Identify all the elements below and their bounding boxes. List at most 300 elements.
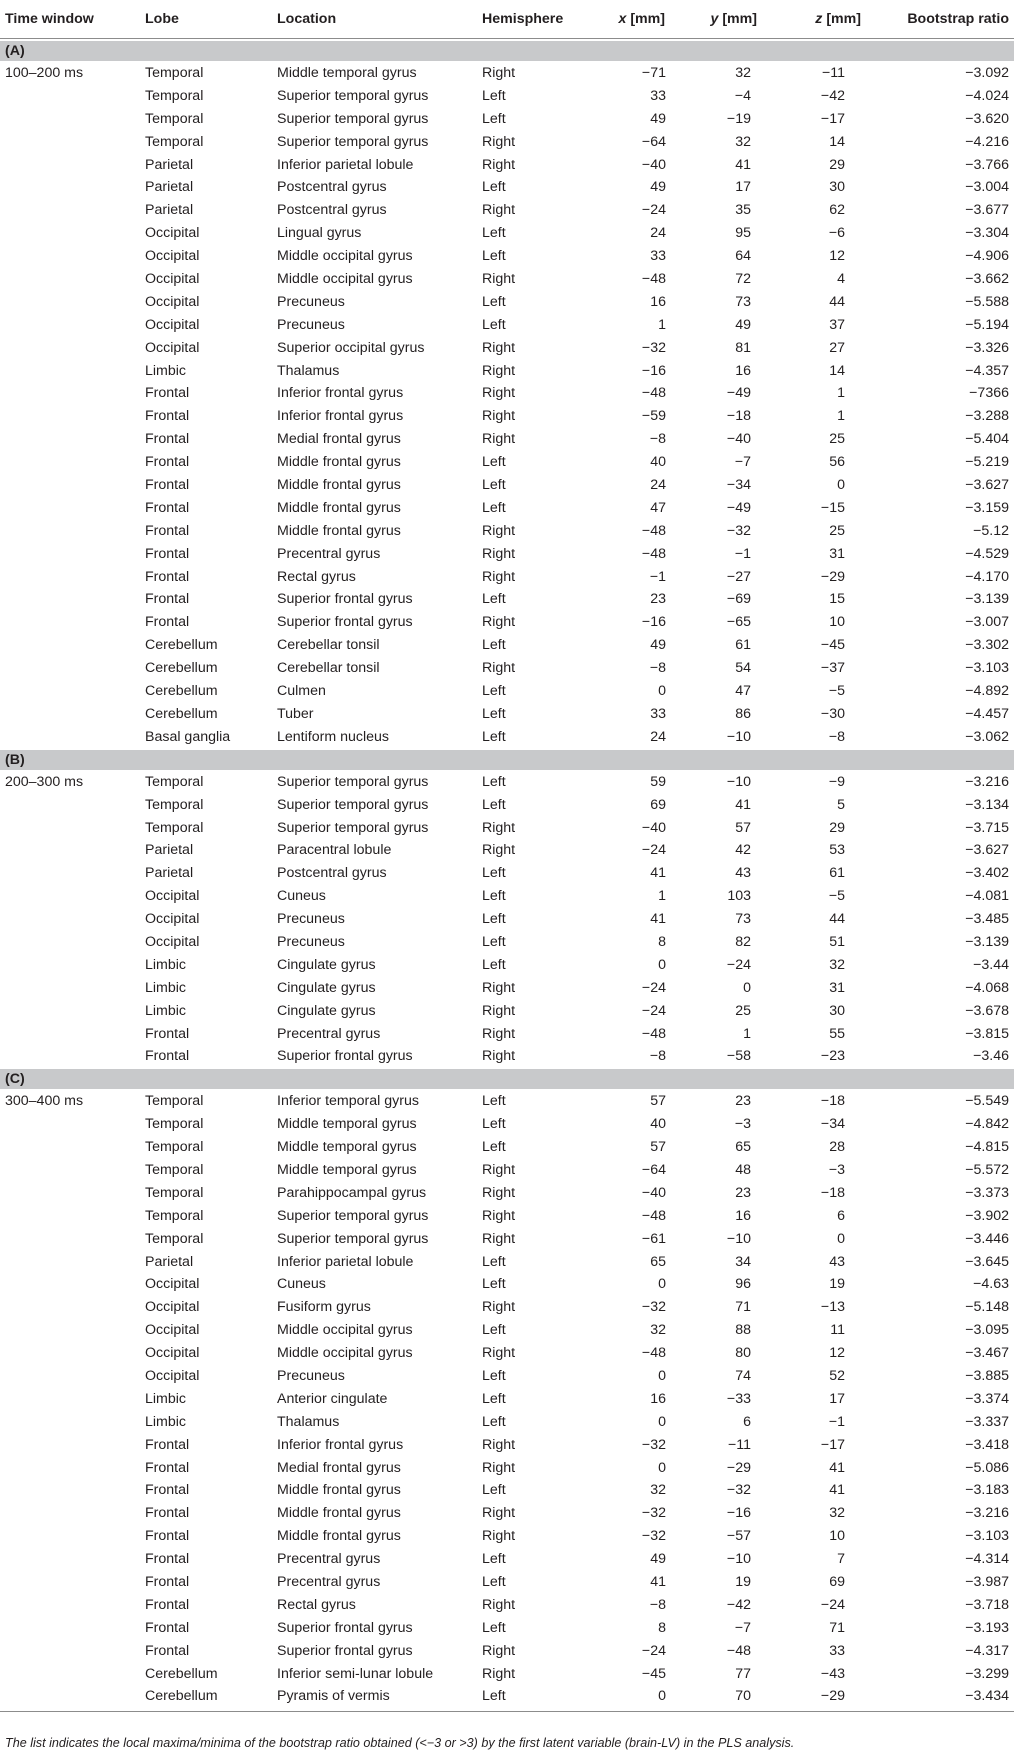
cell-location: Superior temporal gyrus bbox=[277, 1207, 429, 1224]
cell-bootstrap-ratio: −5.572 bbox=[965, 1161, 1009, 1178]
cell-location: Tuber bbox=[277, 705, 314, 722]
cell-location: Precuneus bbox=[277, 911, 345, 928]
cell-y: −19 bbox=[726, 110, 751, 127]
cell-z: 10 bbox=[829, 1528, 845, 1545]
cell-x: 47 bbox=[650, 499, 666, 516]
cell-bootstrap-ratio: −4.842 bbox=[965, 1116, 1009, 1133]
cell-lobe: Occipital bbox=[145, 1367, 200, 1384]
cell-location: Thalamus bbox=[277, 362, 340, 379]
cell-lobe: Occipital bbox=[145, 1322, 200, 1339]
cell-location: Precuneus bbox=[277, 1367, 345, 1384]
table-row bbox=[0, 1045, 1014, 1068]
cell-bootstrap-ratio: −3.159 bbox=[965, 499, 1009, 516]
cell-lobe: Frontal bbox=[145, 385, 190, 402]
section-header bbox=[0, 750, 1014, 770]
cell-hemisphere: Right bbox=[482, 1642, 516, 1659]
table-row bbox=[0, 954, 1014, 977]
cell-location: Middle temporal gyrus bbox=[277, 1139, 417, 1156]
cell-z: −6 bbox=[828, 225, 845, 242]
cell-hemisphere: Left bbox=[482, 87, 506, 104]
cell-bootstrap-ratio: −3.627 bbox=[965, 842, 1009, 859]
cell-x: 41 bbox=[650, 911, 666, 928]
cell-hemisphere: Right bbox=[482, 522, 516, 539]
cell-hemisphere: Right bbox=[482, 1002, 516, 1019]
cell-x: 0 bbox=[658, 1413, 666, 1430]
cell-bootstrap-ratio: −4.081 bbox=[965, 888, 1009, 905]
cell-x: −24 bbox=[641, 842, 666, 859]
cell-bootstrap-ratio: −3.373 bbox=[965, 1184, 1009, 1201]
header-y-var: y bbox=[710, 11, 719, 27]
cell-y: −10 bbox=[726, 773, 751, 790]
cell-y: 65 bbox=[735, 1139, 751, 1156]
cell-hemisphere: Left bbox=[482, 956, 506, 973]
cell-z: 27 bbox=[829, 339, 845, 356]
cell-location: Precentral gyrus bbox=[277, 1025, 381, 1042]
table-row bbox=[0, 474, 1014, 497]
cell-bootstrap-ratio: −3.304 bbox=[965, 225, 1009, 242]
cell-y: 88 bbox=[735, 1322, 751, 1339]
table-row bbox=[0, 268, 1014, 291]
cell-bootstrap-ratio: −5.086 bbox=[965, 1459, 1009, 1476]
cell-hemisphere: Right bbox=[482, 614, 516, 631]
cell-y: −34 bbox=[726, 477, 751, 494]
table-row bbox=[0, 176, 1014, 199]
cell-hemisphere: Right bbox=[482, 1505, 516, 1522]
cell-y: −24 bbox=[726, 956, 751, 973]
cell-x: 40 bbox=[650, 454, 666, 471]
cell-y: 41 bbox=[735, 796, 751, 813]
cell-lobe: Occipital bbox=[145, 1276, 200, 1293]
table-row bbox=[0, 817, 1014, 840]
cell-hemisphere: Right bbox=[482, 1299, 516, 1316]
cell-bootstrap-ratio: −3.326 bbox=[965, 339, 1009, 356]
cell-bootstrap-ratio: −4.892 bbox=[965, 683, 1009, 700]
section-label: (C) bbox=[5, 1071, 25, 1088]
cell-hemisphere: Left bbox=[482, 796, 506, 813]
cell-bootstrap-ratio: −4.216 bbox=[965, 133, 1009, 150]
cell-location: Cuneus bbox=[277, 888, 326, 905]
cell-x: 0 bbox=[658, 1276, 666, 1293]
cell-location: Inferior temporal gyrus bbox=[277, 1093, 419, 1110]
cell-hemisphere: Right bbox=[482, 1459, 516, 1476]
cell-hemisphere: Left bbox=[482, 728, 506, 745]
cell-location: Cerebellar tonsil bbox=[277, 660, 380, 677]
table-row bbox=[0, 1273, 1014, 1296]
cell-x: 57 bbox=[650, 1139, 666, 1156]
cell-bootstrap-ratio: −3.103 bbox=[965, 660, 1009, 677]
cell-x: 65 bbox=[650, 1253, 666, 1270]
cell-hemisphere: Right bbox=[482, 1161, 516, 1178]
cell-lobe: Temporal bbox=[145, 773, 204, 790]
header-z-unit: [mm] bbox=[822, 11, 861, 27]
cell-time-window: 200–300 ms bbox=[5, 773, 84, 790]
cell-location: Middle frontal gyrus bbox=[277, 1505, 401, 1522]
cell-z: 1 bbox=[837, 385, 845, 402]
cell-x: 59 bbox=[650, 773, 666, 790]
cell-location: Inferior parietal lobule bbox=[277, 1253, 414, 1270]
cell-hemisphere: Right bbox=[482, 1207, 516, 1224]
cell-hemisphere: Right bbox=[482, 568, 516, 585]
table-row bbox=[0, 1640, 1014, 1663]
cell-y: 81 bbox=[735, 339, 751, 356]
cell-x: 33 bbox=[650, 248, 666, 265]
cell-y: 61 bbox=[735, 637, 751, 654]
table-row bbox=[0, 657, 1014, 680]
cell-y: 48 bbox=[735, 1161, 751, 1178]
cell-bootstrap-ratio: −3.678 bbox=[965, 1002, 1009, 1019]
cell-x: −32 bbox=[641, 1505, 666, 1522]
cell-bootstrap-ratio: −3.288 bbox=[965, 408, 1009, 425]
cell-x: 41 bbox=[650, 1574, 666, 1590]
cell-bootstrap-ratio: −3.193 bbox=[965, 1619, 1009, 1636]
cell-x: −32 bbox=[641, 339, 666, 356]
cell-x: −64 bbox=[641, 1161, 666, 1178]
cell-z: −24 bbox=[820, 1596, 845, 1613]
cell-hemisphere: Right bbox=[482, 1048, 516, 1065]
cell-bootstrap-ratio: −3.715 bbox=[965, 819, 1009, 836]
cell-bootstrap-ratio: −4.529 bbox=[965, 545, 1009, 562]
cell-bootstrap-ratio: −3.302 bbox=[965, 637, 1009, 654]
cell-bootstrap-ratio: −3.718 bbox=[965, 1596, 1009, 1613]
cell-z: 29 bbox=[829, 819, 845, 836]
cell-y: −49 bbox=[726, 499, 751, 516]
cell-z: −17 bbox=[820, 1436, 845, 1453]
cell-y: 49 bbox=[735, 316, 751, 333]
cell-hemisphere: Left bbox=[482, 1482, 506, 1499]
cell-z: 25 bbox=[829, 522, 845, 539]
cell-lobe: Parietal bbox=[145, 156, 194, 173]
cell-y: −3 bbox=[734, 1116, 751, 1133]
cell-x: −45 bbox=[641, 1665, 666, 1682]
table-row bbox=[0, 680, 1014, 703]
cell-x: 49 bbox=[650, 637, 666, 654]
cell-z: 32 bbox=[829, 1505, 845, 1522]
cell-location: Superior frontal gyrus bbox=[277, 1619, 413, 1636]
table-row bbox=[0, 977, 1014, 1000]
cell-location: Superior frontal gyrus bbox=[277, 1642, 413, 1659]
cell-location: Middle temporal gyrus bbox=[277, 1116, 417, 1133]
table-row bbox=[0, 726, 1014, 749]
table-row bbox=[0, 862, 1014, 885]
cell-z: 6 bbox=[837, 1207, 845, 1224]
cell-location: Superior occipital gyrus bbox=[277, 339, 425, 356]
cell-location: Paracentral lobule bbox=[277, 842, 392, 859]
cell-z: −17 bbox=[820, 110, 845, 127]
cell-location: Middle temporal gyrus bbox=[277, 65, 417, 81]
cell-y: −29 bbox=[726, 1459, 751, 1476]
table-row bbox=[0, 1319, 1014, 1342]
cell-y: 34 bbox=[735, 1253, 751, 1270]
table-row bbox=[0, 131, 1014, 154]
cell-location: Postcentral gyrus bbox=[277, 202, 387, 219]
cell-location: Middle frontal gyrus bbox=[277, 1482, 401, 1499]
cell-location: Culmen bbox=[277, 683, 326, 700]
cell-x: 0 bbox=[658, 683, 666, 700]
cell-x: −71 bbox=[641, 65, 666, 81]
table-header bbox=[0, 0, 1014, 39]
cell-bootstrap-ratio: −3.815 bbox=[965, 1025, 1009, 1042]
cell-y: 57 bbox=[735, 819, 751, 836]
cell-location: Thalamus bbox=[277, 1413, 340, 1430]
cell-z: 32 bbox=[829, 956, 845, 973]
cell-location: Inferior parietal lobule bbox=[277, 156, 414, 173]
section-header bbox=[0, 1069, 1014, 1089]
cell-hemisphere: Left bbox=[482, 637, 506, 654]
cell-y: 95 bbox=[735, 225, 751, 242]
cell-hemisphere: Left bbox=[482, 477, 506, 494]
cell-z: 43 bbox=[829, 1253, 845, 1270]
cell-y: 23 bbox=[735, 1184, 751, 1201]
cell-bootstrap-ratio: −4.024 bbox=[965, 87, 1009, 104]
cell-y: −57 bbox=[726, 1528, 751, 1545]
cell-bootstrap-ratio: −4.317 bbox=[965, 1642, 1009, 1659]
cell-z: −9 bbox=[828, 773, 845, 790]
cell-lobe: Frontal bbox=[145, 1482, 190, 1499]
cell-hemisphere: Right bbox=[482, 431, 516, 448]
cell-lobe: Temporal bbox=[145, 87, 204, 104]
table-row bbox=[0, 1594, 1014, 1617]
table-row bbox=[0, 1388, 1014, 1411]
cell-bootstrap-ratio: −3.620 bbox=[965, 110, 1009, 127]
table-row bbox=[0, 543, 1014, 566]
cell-lobe: Parietal bbox=[145, 1253, 194, 1270]
cell-y: −10 bbox=[726, 1230, 751, 1247]
cell-y: −40 bbox=[726, 431, 751, 448]
cell-bootstrap-ratio: −3.662 bbox=[965, 271, 1009, 288]
table-row bbox=[0, 1090, 1014, 1113]
cell-lobe: Frontal bbox=[145, 1528, 190, 1545]
cell-location: Inferior frontal gyrus bbox=[277, 1436, 404, 1453]
cell-lobe: Parietal bbox=[145, 202, 194, 219]
cell-lobe: Frontal bbox=[145, 1596, 190, 1613]
cell-z: 44 bbox=[829, 911, 845, 928]
cell-hemisphere: Right bbox=[482, 1665, 516, 1682]
cell-y: 77 bbox=[735, 1665, 751, 1682]
cell-location: Superior temporal gyrus bbox=[277, 87, 429, 104]
cell-y: 72 bbox=[735, 271, 751, 288]
table-footnote: The list indicates the local maxima/minima of the bootstrap ratio obtained (<−3 or >3) by the first latent variable (brain-LV) in the PLS analysis. bbox=[5, 1736, 795, 1750]
table-bottom-rule bbox=[0, 1711, 1014, 1712]
cell-z: 17 bbox=[829, 1390, 845, 1407]
cell-x: −48 bbox=[641, 271, 666, 288]
cell-hemisphere: Right bbox=[482, 1345, 516, 1362]
cell-lobe: Frontal bbox=[145, 1025, 190, 1042]
cell-bootstrap-ratio: −5.588 bbox=[965, 293, 1009, 310]
cell-lobe: Frontal bbox=[145, 1459, 190, 1476]
cell-hemisphere: Left bbox=[482, 293, 506, 310]
table-row bbox=[0, 405, 1014, 428]
cell-y: −10 bbox=[726, 728, 751, 745]
cell-hemisphere: Left bbox=[482, 1322, 506, 1339]
cell-location: Rectal gyrus bbox=[277, 1596, 356, 1613]
table-row bbox=[0, 1228, 1014, 1251]
cell-y: 17 bbox=[735, 179, 751, 196]
cell-lobe: Limbic bbox=[145, 1413, 186, 1430]
cell-location: Medial frontal gyrus bbox=[277, 1459, 401, 1476]
cell-hemisphere: Left bbox=[482, 591, 506, 608]
cell-location: Superior temporal gyrus bbox=[277, 110, 429, 127]
table-row bbox=[0, 62, 1014, 85]
table-row bbox=[0, 1663, 1014, 1686]
cell-lobe: Frontal bbox=[145, 614, 190, 631]
cell-z: −18 bbox=[820, 1093, 845, 1110]
cell-lobe: Cerebellum bbox=[145, 683, 218, 700]
cell-location: Postcentral gyrus bbox=[277, 865, 387, 882]
cell-hemisphere: Left bbox=[482, 1253, 506, 1270]
cell-hemisphere: Right bbox=[482, 202, 516, 219]
cell-lobe: Temporal bbox=[145, 1116, 204, 1133]
cell-lobe: Frontal bbox=[145, 1551, 190, 1568]
cell-bootstrap-ratio: −3.139 bbox=[965, 591, 1009, 608]
cell-z: −1 bbox=[828, 1413, 845, 1430]
cell-y: −11 bbox=[727, 1436, 751, 1453]
cell-x: −16 bbox=[641, 362, 666, 379]
cell-location: Inferior frontal gyrus bbox=[277, 385, 404, 402]
cell-z: 69 bbox=[829, 1574, 845, 1590]
cell-lobe: Occipital bbox=[145, 225, 200, 242]
header-z bbox=[815, 0, 861, 38]
cell-hemisphere: Right bbox=[482, 979, 516, 996]
cell-lobe: Parietal bbox=[145, 842, 194, 859]
table-row bbox=[0, 931, 1014, 954]
cell-bootstrap-ratio: −4.457 bbox=[965, 705, 1009, 722]
table-row bbox=[0, 1182, 1014, 1205]
cell-hemisphere: Right bbox=[482, 385, 516, 402]
table-row bbox=[0, 1685, 1014, 1708]
table-row bbox=[0, 1571, 1014, 1594]
cell-y: −48 bbox=[726, 1642, 751, 1659]
cell-z: 41 bbox=[829, 1482, 845, 1499]
table-row bbox=[0, 1617, 1014, 1640]
cell-x: 49 bbox=[650, 179, 666, 196]
cell-lobe: Cerebellum bbox=[145, 660, 218, 677]
cell-x: −8 bbox=[649, 431, 666, 448]
cell-z: 12 bbox=[829, 1345, 845, 1362]
cell-bootstrap-ratio: −5.219 bbox=[965, 454, 1009, 471]
cell-lobe: Frontal bbox=[145, 545, 190, 562]
cell-hemisphere: Left bbox=[482, 705, 506, 722]
cell-x: −1 bbox=[649, 568, 666, 585]
cell-bootstrap-ratio: −7366 bbox=[969, 385, 1009, 402]
cell-z: 0 bbox=[837, 1230, 845, 1247]
table-row bbox=[0, 314, 1014, 337]
cell-lobe: Limbic bbox=[145, 979, 186, 996]
cell-bootstrap-ratio: −5.12 bbox=[973, 522, 1009, 539]
cell-z: 0 bbox=[837, 477, 845, 494]
cell-hemisphere: Left bbox=[482, 933, 506, 950]
table-row bbox=[0, 1023, 1014, 1046]
cell-location: Medial frontal gyrus bbox=[277, 431, 401, 448]
cell-location: Fusiform gyrus bbox=[277, 1299, 371, 1316]
cell-y: −16 bbox=[726, 1505, 751, 1522]
cell-z: 10 bbox=[829, 614, 845, 631]
cell-lobe: Temporal bbox=[145, 819, 204, 836]
cell-y: 43 bbox=[735, 865, 751, 882]
cell-bootstrap-ratio: −3.095 bbox=[965, 1322, 1009, 1339]
cell-lobe: Frontal bbox=[145, 1048, 190, 1065]
cell-x: −48 bbox=[641, 1025, 666, 1042]
cell-x: 24 bbox=[650, 477, 666, 494]
cell-hemisphere: Left bbox=[482, 911, 506, 928]
cell-z: 71 bbox=[829, 1619, 845, 1636]
cell-y: −65 bbox=[726, 614, 751, 631]
cell-y: 47 bbox=[735, 683, 751, 700]
cell-bootstrap-ratio: −3.44 bbox=[973, 956, 1009, 973]
table-row bbox=[0, 451, 1014, 474]
cell-bootstrap-ratio: −3.485 bbox=[965, 911, 1009, 928]
cell-hemisphere: Right bbox=[482, 133, 516, 150]
table-row bbox=[0, 1296, 1014, 1319]
table-row bbox=[0, 908, 1014, 931]
table-row bbox=[0, 337, 1014, 360]
cell-y: −27 bbox=[726, 568, 751, 585]
cell-x: 24 bbox=[650, 728, 666, 745]
table-row bbox=[0, 1434, 1014, 1457]
cell-lobe: Frontal bbox=[145, 591, 190, 608]
cell-hemisphere: Right bbox=[482, 65, 516, 81]
table-row bbox=[0, 839, 1014, 862]
table-row bbox=[0, 497, 1014, 520]
header-x-unit: [mm] bbox=[626, 11, 665, 27]
cell-lobe: Cerebellum bbox=[145, 1688, 218, 1705]
cell-lobe: Temporal bbox=[145, 1093, 204, 1110]
cell-location: Superior temporal gyrus bbox=[277, 1230, 429, 1247]
cell-y: 82 bbox=[735, 933, 751, 950]
cell-hemisphere: Right bbox=[482, 1184, 516, 1201]
cell-z: 31 bbox=[829, 979, 845, 996]
cell-bootstrap-ratio: −4.068 bbox=[965, 979, 1009, 996]
cell-z: 4 bbox=[837, 271, 845, 288]
cell-z: 44 bbox=[829, 293, 845, 310]
cell-y: 25 bbox=[735, 1002, 751, 1019]
cell-bootstrap-ratio: −3.434 bbox=[965, 1688, 1009, 1705]
cell-z: 51 bbox=[829, 933, 845, 950]
cell-x: −24 bbox=[641, 202, 666, 219]
header-x-var: x bbox=[618, 11, 627, 27]
cell-location: Cuneus bbox=[277, 1276, 326, 1293]
cell-bootstrap-ratio: −4.63 bbox=[973, 1276, 1009, 1293]
cell-hemisphere: Left bbox=[482, 499, 506, 516]
cell-lobe: Cerebellum bbox=[145, 1665, 218, 1682]
cell-x: −32 bbox=[641, 1436, 666, 1453]
cell-lobe: Basal ganglia bbox=[145, 728, 231, 745]
cell-location: Inferior semi-lunar lobule bbox=[277, 1665, 434, 1682]
cell-z: 7 bbox=[837, 1551, 845, 1568]
cell-y: 74 bbox=[735, 1367, 751, 1384]
cell-lobe: Occipital bbox=[145, 248, 200, 265]
cell-z: 30 bbox=[829, 1002, 845, 1019]
table-row bbox=[0, 428, 1014, 451]
cell-y: −7 bbox=[734, 1619, 751, 1636]
cell-lobe: Frontal bbox=[145, 1642, 190, 1659]
cell-z: 19 bbox=[829, 1276, 845, 1293]
cell-x: 49 bbox=[650, 110, 666, 127]
cell-lobe: Temporal bbox=[145, 796, 204, 813]
cell-hemisphere: Left bbox=[482, 316, 506, 333]
cell-location: Lentiform nucleus bbox=[277, 728, 389, 745]
cell-location: Cingulate gyrus bbox=[277, 956, 376, 973]
cell-bootstrap-ratio: −3.766 bbox=[965, 156, 1009, 173]
cell-lobe: Temporal bbox=[145, 1230, 204, 1247]
cell-hemisphere: Right bbox=[482, 339, 516, 356]
cell-y: 35 bbox=[735, 202, 751, 219]
cell-bootstrap-ratio: −3.007 bbox=[965, 614, 1009, 631]
cell-x: −40 bbox=[641, 1184, 666, 1201]
table-row bbox=[0, 703, 1014, 726]
cell-y: −58 bbox=[726, 1048, 751, 1065]
cell-z: 12 bbox=[829, 248, 845, 265]
cell-lobe: Occipital bbox=[145, 271, 200, 288]
